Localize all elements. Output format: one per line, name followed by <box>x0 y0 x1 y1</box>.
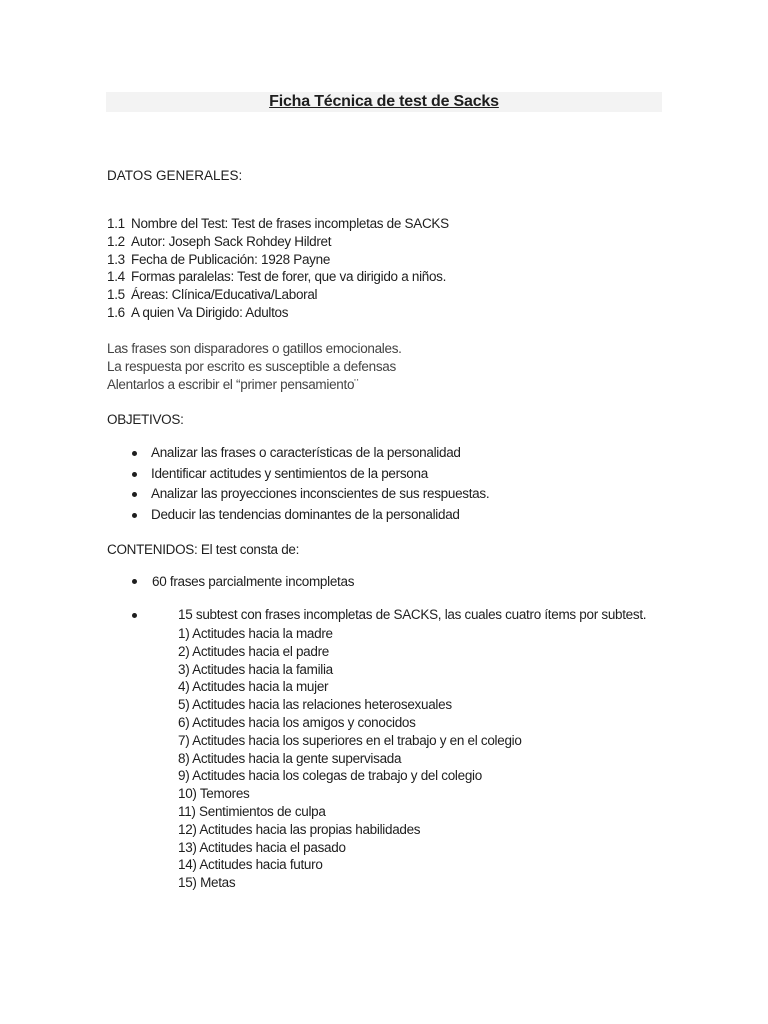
objetivo-item <box>132 464 489 485</box>
subtest-item: 13) Actitudes hacia el pasado <box>178 839 346 855</box>
datos-item-number: 1.5 <box>107 287 125 303</box>
subtest-item: 9) Actitudes hacia los colegas de trabajo y del colegio <box>178 768 482 784</box>
bullet-icon <box>132 472 137 477</box>
datos-item <box>107 268 449 286</box>
datos-item-text: Nombre del Test: Test de frases incompletas de SACKS <box>131 216 449 231</box>
datos-item-number: 1.3 <box>107 251 125 267</box>
bullet-icon <box>132 513 137 518</box>
objetivo-item <box>132 505 489 526</box>
subtest-item: 2) Actitudes hacia el padre <box>178 643 329 659</box>
notes-block <box>107 340 402 394</box>
datos-item <box>107 233 449 251</box>
subtest-item: 7) Actitudes hacia los superiores en el trabajo y en el colegio <box>178 732 522 748</box>
subtest-item: 11) Sentimientos de culpa <box>178 803 326 819</box>
bullet-icon <box>132 613 137 618</box>
objetivo-item <box>132 443 489 464</box>
objetivo-text: Analizar las proyecciones inconscientes de sus respuestas. <box>151 486 490 501</box>
datos-item <box>107 286 449 304</box>
subtest-item: 1) Actitudes hacia la madre <box>178 626 333 641</box>
datos-item-number: 1.4 <box>107 269 125 285</box>
datos-item <box>107 304 449 322</box>
objetivos-list <box>132 443 489 525</box>
subtest-item: 4) Actitudes hacia la mujer <box>178 679 329 695</box>
note-line: La respuesta por escrito es susceptible a defensas <box>107 359 396 374</box>
datos-item <box>107 215 449 233</box>
note-line: Las frases son disparadores o gatillos emocionales. <box>107 341 402 356</box>
bullet-icon <box>132 451 137 456</box>
datos-item-number: 1.1 <box>107 216 125 231</box>
frases-item: 60 frases parcialmente incompletas <box>152 574 355 589</box>
objetivo-text: Deducir las tendencias dominantes de la personalidad <box>151 506 460 522</box>
datos-item-number: 1.6 <box>107 304 125 320</box>
subtest-item: 3) Actitudes hacia la familia <box>178 661 333 677</box>
subtest-list <box>178 625 522 892</box>
datos-item-text: Formas paralelas: Test de forer, que va dirigido a niños. <box>131 269 447 285</box>
datos-item-text: Fecha de Publicación: 1928 Payne <box>131 251 331 267</box>
datos-item-text: A quien Va Dirigido: Adultos <box>131 304 289 320</box>
objetivo-text: Analizar las frases o características de la personalidad <box>151 445 461 460</box>
datos-item-text: Áreas: Clínica/Educativa/Laboral <box>131 287 318 303</box>
datos-item-text: Autor: Joseph Sack Rohdey Hildret <box>131 233 332 249</box>
subtest-item: 10) Temores <box>178 786 250 802</box>
subtest-item: 5) Actitudes hacia las relaciones heterosexuales <box>178 697 452 713</box>
subtest-item: 6) Actitudes hacia los amigos y conocidos <box>178 714 416 730</box>
objetivo-item <box>132 484 489 505</box>
bullet-icon <box>132 492 137 497</box>
subtest-item: 15) Metas <box>178 875 236 891</box>
objetivos-heading: OBJETIVOS: <box>107 412 184 427</box>
note-line: Alentarlos a escribir el “primer pensamiento¨ <box>107 377 359 392</box>
datos-generales-heading: DATOS GENERALES: <box>107 168 243 183</box>
subtest-intro: 15 subtest con frases incompletas de SACKS, las cuales cuatro ítems por subtest. <box>178 607 647 622</box>
bullet-icon <box>132 579 137 584</box>
datos-generales-list <box>107 215 449 322</box>
datos-item-number: 1.2 <box>107 233 125 249</box>
objetivo-text: Identificar actitudes y sentimientos de la persona <box>151 465 428 481</box>
subtest-item: 12) Actitudes hacia las propias habilidades <box>178 821 421 837</box>
contenidos-heading: CONTENIDOS: El test consta de: <box>107 542 300 557</box>
document-title: Ficha Técnica de test de Sacks <box>269 93 499 110</box>
subtest-item: 8) Actitudes hacia la gente supervisada <box>178 750 402 766</box>
subtest-item: 14) Actitudes hacia futuro <box>178 857 323 873</box>
datos-item <box>107 251 449 269</box>
